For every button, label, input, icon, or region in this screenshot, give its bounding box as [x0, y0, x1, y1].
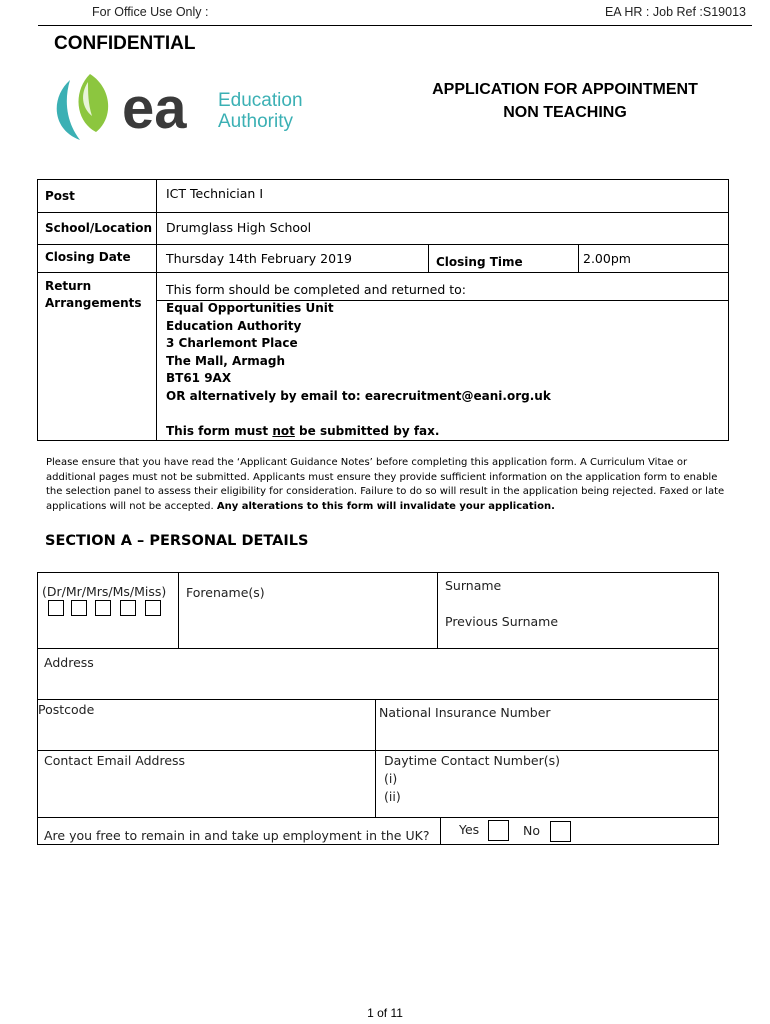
logo-line-1: Education: [218, 90, 303, 111]
page-number: 1 of 11: [367, 1006, 403, 1020]
address-label: Address: [44, 655, 94, 670]
guidance-warning: Any alterations to this form will invalidate your application.: [216, 500, 555, 512]
email-instruction: OR alternatively by email to: earecruitment@eani.org.uk: [166, 388, 551, 403]
uk-employment-question: Are you free to remain in and take up employment in the UK?: [44, 828, 430, 843]
job-ref: EA HR : Job Ref :S19013: [604, 5, 746, 19]
address-line: Education Authority: [166, 318, 302, 333]
title-dr-checkbox[interactable]: [48, 600, 64, 616]
closing-date-label: Closing Date: [45, 250, 131, 264]
logo-line-2: Authority: [218, 111, 293, 132]
yes-label: Yes: [459, 822, 480, 837]
fax-warning: [166, 423, 439, 441]
surname-label: Surname: [445, 578, 502, 593]
logo-teal-leaf: [57, 80, 80, 140]
logo-green-leaf: [79, 74, 109, 132]
title-options-label: (Dr/Mr/Mrs/Ms/Miss): [42, 584, 167, 599]
logo-text: [218, 90, 303, 132]
return-label-line-1: Return: [45, 279, 92, 293]
title-mrs-checkbox[interactable]: [95, 600, 111, 616]
guidance-text: Please ensure that you have read the ‘Applicant Guidance Notes’ before completing this application form. A Curriculum Vitae or additional pages must not be submitted. Applicants must ensure they provide sufficient information on the application form to enable the selection panel to assess their eligibility for consideration. Failure to do so will result in the application being rejected. Faxed or late applications will not be accepted.: [46, 457, 725, 512]
post-value[interactable]: ICT Technician I: [166, 186, 264, 201]
phone-ii-label: (ii): [384, 789, 401, 804]
title-ms-checkbox[interactable]: [120, 600, 136, 616]
header-divider: [38, 25, 752, 26]
postcode-label: Postcode: [38, 702, 95, 717]
fax-warning-pre: This form must: [166, 424, 273, 438]
ni-number-label: National Insurance Number: [379, 705, 551, 720]
section-a-title: SECTION A – PERSONAL DETAILS: [45, 533, 309, 549]
title-miss-checkbox[interactable]: [145, 600, 161, 616]
closing-time-value[interactable]: 2.00pm: [583, 251, 631, 266]
guidance-notes: [46, 456, 726, 514]
daytime-contact-label: Daytime Contact Number(s): [384, 753, 560, 768]
previous-surname-label: Previous Surname: [445, 614, 559, 629]
location-value[interactable]: Drumglass High School: [166, 220, 312, 235]
title-mr-checkbox[interactable]: [71, 600, 87, 616]
application-title: [395, 78, 735, 124]
forename-label: Forename(s): [186, 585, 265, 600]
address-line: Equal Opportunities Unit: [166, 301, 334, 315]
address-line: The Mall, Armagh: [166, 353, 285, 368]
confidential-heading: CONFIDENTIAL: [54, 33, 196, 54]
title-line-2: NON TEACHING: [503, 104, 627, 121]
closing-time-label: Closing Time: [436, 255, 523, 269]
return-label: [45, 278, 142, 312]
email-label: Contact Email Address: [44, 753, 186, 768]
uk-no-checkbox[interactable]: [550, 821, 571, 842]
fax-warning-not: not: [272, 424, 295, 438]
address-line: BT61 9AX: [166, 371, 232, 385]
fax-warning-post: be submitted by fax.: [294, 424, 440, 438]
personal-details-form: [37, 572, 719, 845]
return-label-line-2: Arrangements: [45, 296, 142, 310]
post-label: Post: [45, 189, 75, 203]
office-use-label: For Office Use Only :: [92, 5, 209, 19]
return-address: [166, 300, 551, 405]
return-intro: This form should be completed and returned to:: [166, 282, 466, 297]
location-label: School/Location: [45, 221, 153, 235]
no-label: No: [523, 823, 540, 838]
address-line: 3 Charlemont Place: [166, 336, 298, 350]
uk-yes-checkbox[interactable]: [488, 820, 509, 841]
closing-date-value[interactable]: Thursday 14th February 2019: [166, 251, 352, 266]
phone-i-label: (i): [384, 771, 398, 786]
logo-mark: ea: [122, 76, 187, 141]
title-line-1: APPLICATION FOR APPOINTMENT: [432, 81, 698, 98]
